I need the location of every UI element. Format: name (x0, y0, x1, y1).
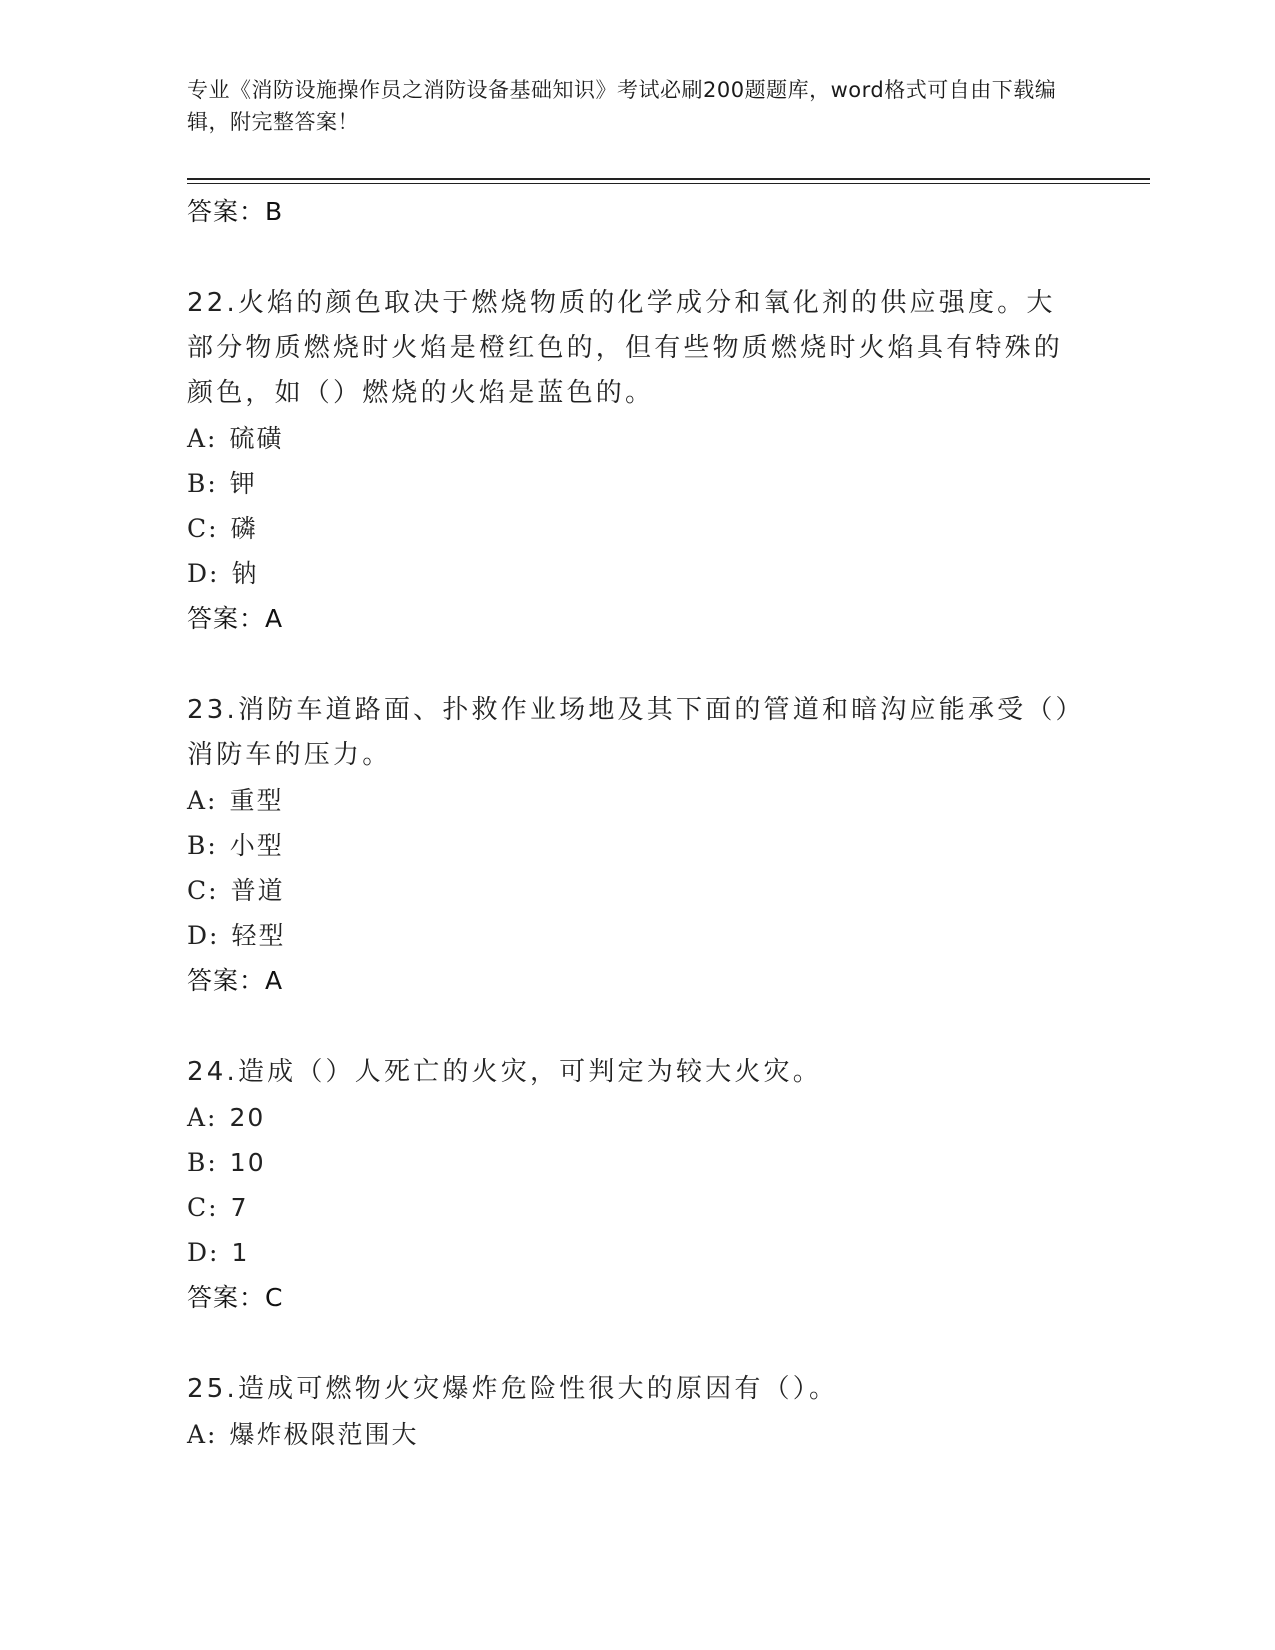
option-c (187, 868, 1087, 913)
option-text: 硫磺 (229, 424, 284, 453)
option-text: 20 (229, 1103, 266, 1132)
option-a (187, 1095, 1087, 1140)
option-label: B: (187, 1148, 218, 1177)
option-text: 轻型 (231, 921, 286, 950)
question-text: 23.消防车道路面、扑救作业场地及其下面的管道和暗沟应能承受（）消防车的压力。 (187, 695, 1072, 770)
answer-line: 答案：A (187, 966, 284, 995)
option-text: 钾 (229, 469, 257, 498)
option-label: A: (187, 1103, 218, 1132)
question-list (187, 189, 1087, 1457)
option-d (187, 551, 1087, 596)
question-item (187, 1050, 1087, 1321)
option-d (187, 913, 1087, 958)
answer-line: 答案：B (187, 197, 284, 226)
option-label: A: (187, 1420, 218, 1449)
option-label: A: (187, 786, 218, 815)
option-b (187, 1140, 1087, 1185)
header-rule-thin (187, 183, 1150, 184)
option-text: 小型 (229, 831, 284, 860)
option-label: C: (187, 1193, 219, 1222)
option-label: C: (187, 514, 219, 543)
option-text: 10 (229, 1148, 266, 1177)
question-item (187, 688, 1087, 1004)
option-label: C: (187, 876, 219, 905)
option-b (187, 461, 1087, 506)
option-text: 重型 (229, 786, 284, 815)
option-a (187, 416, 1087, 461)
option-b (187, 823, 1087, 868)
option-d (187, 1230, 1087, 1275)
option-a (187, 778, 1087, 823)
option-text: 钠 (231, 559, 259, 588)
option-text: 7 (230, 1193, 249, 1222)
option-c (187, 1185, 1087, 1230)
option-label: D: (187, 921, 220, 950)
option-label: D: (187, 1238, 220, 1267)
question-text: 22.火焰的颜色取决于燃烧物质的化学成分和氧化剂的供应强度。大部分物质燃烧时火焰是橙红色的，但有些物质燃烧时火焰具有特殊的颜色，如（）燃烧的火焰是蓝色的。 (187, 288, 1064, 408)
option-text: 磷 (230, 514, 258, 543)
option-label: A: (187, 424, 218, 453)
answer-line: 答案：C (187, 1283, 284, 1312)
question-item (187, 281, 1087, 642)
option-text: 爆炸极限范围大 (229, 1420, 419, 1449)
question-text: 25.造成可燃物火灾爆炸危险性很大的原因有（）。 (187, 1374, 839, 1404)
header-rule-thick (187, 178, 1150, 180)
answer-line: 答案：A (187, 604, 284, 633)
question-text: 24.造成（）人死亡的火灾，可判定为较大火灾。 (187, 1057, 822, 1087)
option-a (187, 1412, 1087, 1457)
option-text: 普道 (230, 876, 285, 905)
header-note: 专业《消防设施操作员之消防设备基础知识》考试必刷200题题库，word格式可自由下载编辑，附完整答案！ (187, 78, 1057, 134)
question-item (187, 1367, 1087, 1457)
option-label: B: (187, 831, 218, 860)
option-text: 1 (231, 1238, 250, 1267)
option-c (187, 506, 1087, 551)
option-label: D: (187, 559, 220, 588)
option-label: B: (187, 469, 218, 498)
